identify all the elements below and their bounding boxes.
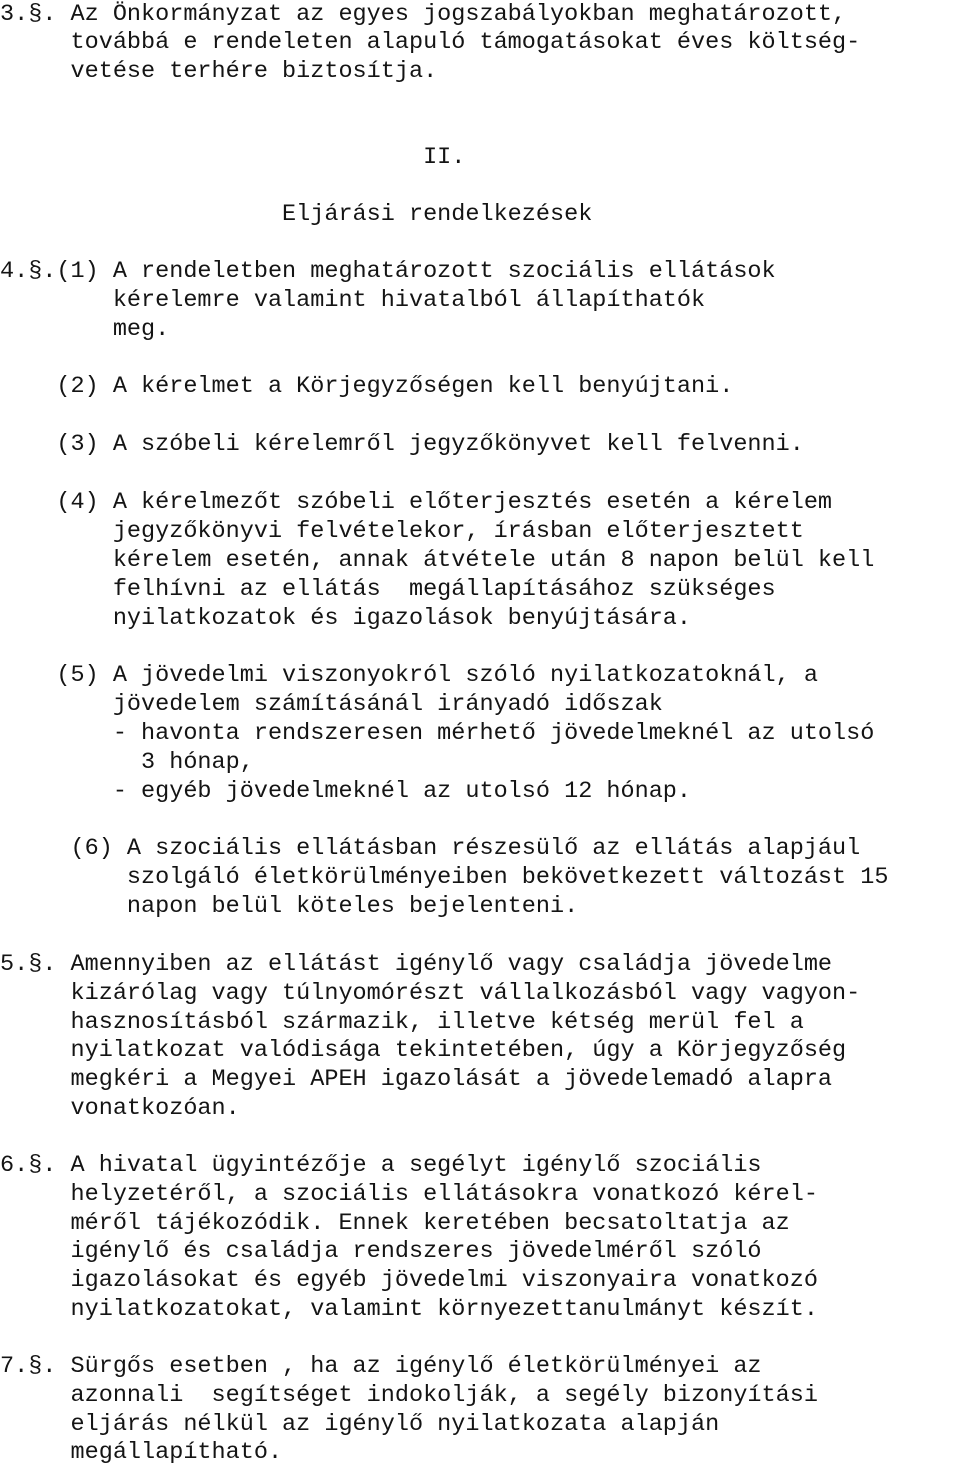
text-line: 5.§. Amennyiben az ellátást igénylő vagy családja jövedelme <box>0 951 833 978</box>
text-line: megkéri a Megyei APEH igazolását a jövedelemadó alapra <box>0 1066 833 1093</box>
text-line: - havonta rendszeresen mérhető jövedelmeknél az utolsó <box>0 720 875 747</box>
text-line: azonnali segítséget indokolják, a segély bizonyítási <box>0 1382 818 1409</box>
text-line: kizárólag vagy túlnyomórészt vállalkozásból vagy vagyon- <box>0 980 861 1007</box>
text-line: 6.§. A hivatal ügyintézője a segélyt igénylő szociális <box>0 1152 762 1179</box>
text-line: vetése terhére biztosítja. <box>0 58 438 85</box>
text-line: 7.§. Sürgős esetben , ha az igénylő életkörülményei az <box>0 1353 762 1380</box>
chapter-number: II. <box>0 144 466 171</box>
text-line: helyzetéről, a szociális ellátásokra vonatkozó kérel- <box>0 1181 818 1208</box>
text-line: megállapítható. <box>0 1439 283 1466</box>
text-line: jegyzőkönyvi felvételekor, írásban előterjesztett <box>0 518 804 545</box>
chapter-title: Eljárási rendelkezések <box>0 201 593 228</box>
text-line: igazolásokat és egyéb jövedelmi viszonyaira vonatkozó <box>0 1267 818 1294</box>
text-line: nyilatkozatok és igazolások benyújtására. <box>0 605 692 632</box>
text-line: hasznosításból származik, illetve kétség merül fel a <box>0 1009 804 1036</box>
text-line: (3) A szóbeli kérelemről jegyzőkönyvet kell felvenni. <box>0 431 804 458</box>
text-line: továbbá e rendeleten alapuló támogatásokat éves költség- <box>0 29 861 56</box>
text-line: nyilatkozatokat, valamint környezettanulmányt készít. <box>0 1296 818 1323</box>
text-line: igénylő és családja rendszeres jövedelméről szóló <box>0 1238 762 1265</box>
text-line: felhívni az ellátás megállapításához szükséges <box>0 576 776 603</box>
text-line: napon belül köteles bejelenteni. <box>0 893 579 920</box>
text-line: 3 hónap, <box>0 749 254 776</box>
text-line: meg. <box>0 316 170 343</box>
text-line: 3.§. Az Önkormányzat az egyes jogszabályokban meghatározott, <box>0 1 847 28</box>
text-line: méről tájékozódik. Ennek keretében becsatoltatja az <box>0 1210 790 1237</box>
text-line: (6) A szociális ellátásban részesülő az ellátás alapjául <box>0 835 861 862</box>
text-line: jövedelem számításánál irányadó időszak <box>0 691 663 718</box>
text-line: vonatkozóan. <box>0 1095 240 1122</box>
text-line: nyilatkozat valódisága tekintetében, úgy a Körjegyzőség <box>0 1037 847 1064</box>
text-line: (2) A kérelmet a Körjegyzőségen kell benyújtani. <box>0 373 734 400</box>
text-line: eljárás nélkül az igénylő nyilatkozata alapján <box>0 1411 720 1438</box>
text-line: 4.§.(1) A rendeletben meghatározott szociális ellátások <box>0 258 776 285</box>
text-line: kérelem esetén, annak átvétele után 8 napon belül kell <box>0 547 875 574</box>
text-line: (4) A kérelmezőt szóbeli előterjesztés esetén a kérelem <box>0 489 833 516</box>
text-line: (5) A jövedelmi viszonyokról szóló nyilatkozatoknál, a <box>0 662 818 689</box>
text-line: szolgáló életkörülményeiben bekövetkezett változást 15 <box>0 864 889 891</box>
text-line: kérelemre valamint hivatalból állapíthatók <box>0 287 706 314</box>
text-line: - egyéb jövedelmeknél az utolsó 12 hónap. <box>0 778 692 805</box>
